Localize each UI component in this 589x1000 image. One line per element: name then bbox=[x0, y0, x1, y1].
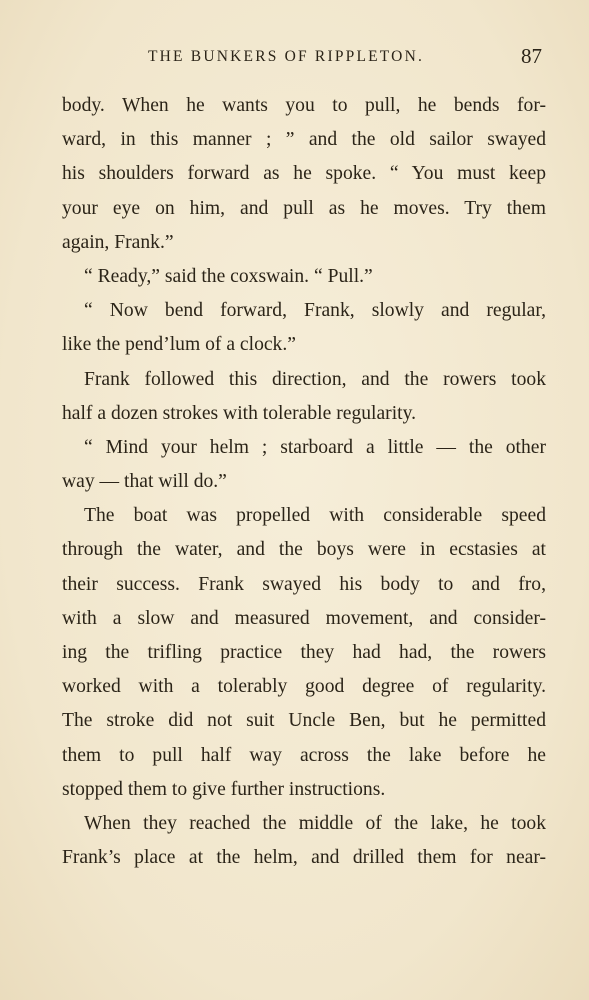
text-line: worked with a tolerably good degree of regularity. bbox=[62, 676, 546, 698]
text-line: The boat was propelled with considerable speed bbox=[84, 505, 546, 527]
text-line: “ Now bend forward, Frank, slowly and regular, bbox=[84, 300, 546, 322]
page-header bbox=[62, 44, 544, 74]
running-title: THE BUNKERS OF RIPPLETON. bbox=[148, 48, 425, 65]
text-line: through the water, and the boys were in ecstasies at bbox=[62, 539, 546, 561]
text-line: like the pend’lum of a clock.” bbox=[62, 334, 296, 356]
text-line: ing the trifling practice they had had, the rowers bbox=[62, 642, 546, 663]
page-number: 87 bbox=[521, 44, 542, 68]
text-line: stopped them to give further instructions. bbox=[62, 778, 386, 800]
text-line: your eye on him, and pull as he moves. Try them bbox=[62, 197, 546, 219]
text-line: half a dozen strokes with tolerable regularity. bbox=[62, 402, 417, 424]
body-text bbox=[62, 89, 546, 875]
text-line: The stroke did not suit Uncle Ben, but he permitted bbox=[62, 710, 546, 732]
text-line: their success. Frank swayed his body to and fro, bbox=[62, 573, 546, 595]
text-line: his shoulders forward as he spoke. “ You must keep bbox=[62, 163, 546, 185]
text-line: them to pull half way across the lake before he bbox=[62, 744, 546, 766]
text-line: When they reached the middle of the lake, he took bbox=[84, 812, 546, 834]
text-line: “ Ready,” said the coxswain. “ Pull.” bbox=[84, 265, 373, 287]
text-line: Frank followed this direction, and the rowers took bbox=[84, 368, 546, 390]
text-line: with a slow and measured movement, and consider- bbox=[62, 607, 546, 629]
text-line: “ Mind your helm ; starboard a little — the other bbox=[84, 436, 546, 458]
text-line: ward, in this manner ; ” and the old sailor swayed bbox=[62, 129, 546, 151]
text-line: body. When he wants you to pull, he bends for- bbox=[62, 95, 546, 116]
text-line: way — that will do.” bbox=[62, 471, 227, 493]
text-line: Frank’s place at the helm, and drilled them for near- bbox=[62, 847, 546, 869]
text-line: again, Frank.” bbox=[62, 231, 174, 253]
